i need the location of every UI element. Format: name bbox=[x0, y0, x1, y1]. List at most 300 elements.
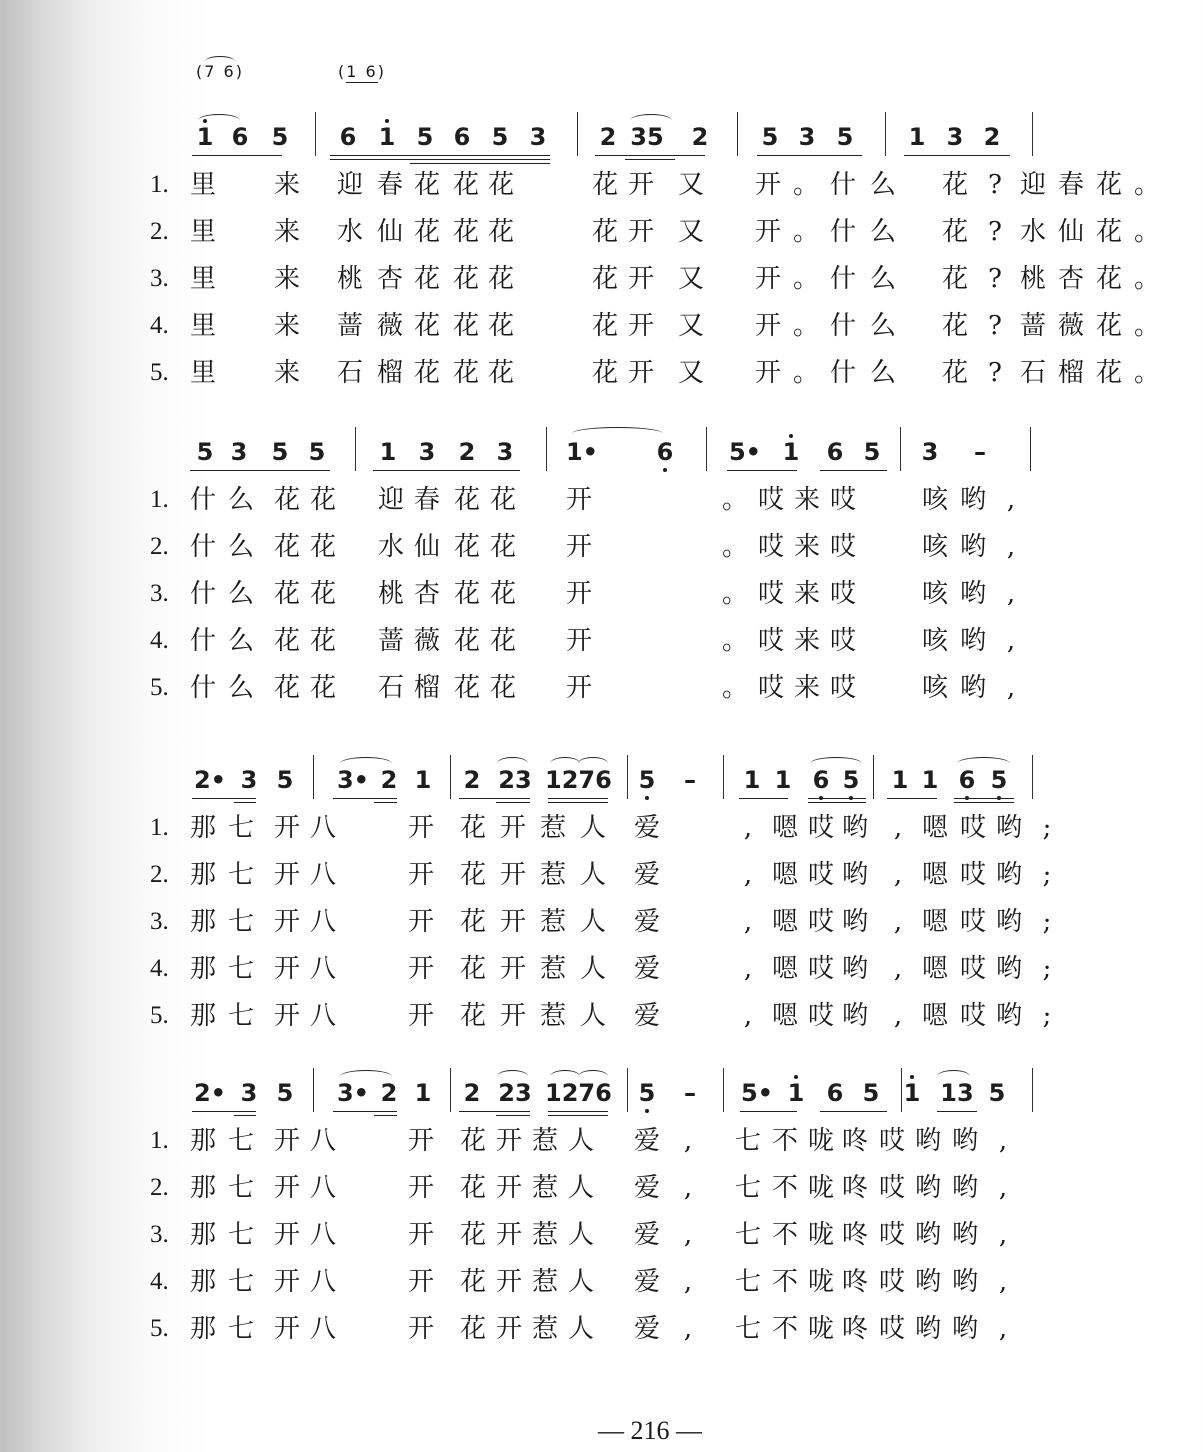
lyric-char: 咙 bbox=[807, 1314, 834, 1344]
note: 5 bbox=[491, 123, 509, 151]
lyric-char: 开 bbox=[495, 1126, 522, 1156]
lyric-char: 水 bbox=[336, 217, 363, 247]
lyric-char: 嗯 bbox=[921, 813, 948, 843]
lyric-char: 哟 bbox=[841, 1001, 868, 1031]
lyric-char: 开 bbox=[499, 813, 526, 843]
verse-number: 5. bbox=[150, 1002, 169, 1029]
lyric-char: 哎 bbox=[829, 485, 856, 515]
lyric-char: 花 bbox=[489, 579, 516, 609]
lyric-char: 哎 bbox=[807, 907, 834, 937]
note: 1 bbox=[908, 123, 926, 151]
lyric-char: 惹 bbox=[531, 1220, 558, 1250]
lyric-char: 什 bbox=[829, 170, 856, 200]
slur bbox=[572, 427, 663, 440]
lyric-char: 七 bbox=[734, 1314, 761, 1344]
lyric-char: , bbox=[1006, 579, 1016, 609]
lyric-line-2-1 bbox=[150, 480, 1070, 520]
lyric-char: 来 bbox=[793, 673, 820, 703]
lyric-char: 那 bbox=[189, 1001, 216, 1031]
lyric-char: , bbox=[998, 1220, 1008, 1250]
lyric-char: 咙 bbox=[807, 1126, 834, 1156]
lyric-char: 哟 bbox=[959, 532, 986, 562]
lyric-char: 哟 bbox=[951, 1126, 978, 1156]
lyric-char: 八 bbox=[309, 1220, 336, 1250]
beam-underline bbox=[739, 798, 788, 799]
lyric-char: 人 bbox=[567, 1126, 594, 1156]
lyric-char: 八 bbox=[309, 907, 336, 937]
note: 1276 bbox=[545, 1079, 612, 1107]
barline bbox=[450, 755, 451, 799]
lyric-char: , bbox=[893, 907, 903, 937]
lyric-char: , bbox=[683, 1220, 693, 1250]
lyric-char: 爱 bbox=[633, 1314, 660, 1344]
lyric-char: 春 bbox=[413, 485, 440, 515]
note: 5 bbox=[416, 123, 434, 151]
barline bbox=[315, 112, 316, 156]
lyric-char: 开 bbox=[495, 1314, 522, 1344]
note: 1 bbox=[372, 122, 402, 152]
lyric-char: 人 bbox=[579, 954, 606, 984]
lyric-char: 七 bbox=[734, 1267, 761, 1297]
lyric-char: 开 bbox=[499, 954, 526, 984]
note: 1• bbox=[565, 438, 599, 466]
note: 1276 bbox=[545, 766, 612, 794]
lyric-char: 哎 bbox=[829, 626, 856, 656]
lyric-char: 花 bbox=[459, 907, 486, 937]
lyric-char: 哎 bbox=[959, 1001, 986, 1031]
verse-number: 5. bbox=[150, 359, 169, 386]
lyric-char: 哎 bbox=[959, 860, 986, 890]
lyric-char: 惹 bbox=[531, 1173, 558, 1203]
lyric-char: , bbox=[1006, 626, 1016, 656]
lyric-char: 咚 bbox=[841, 1314, 868, 1344]
lyric-char: 开 bbox=[407, 1314, 434, 1344]
lyric-char: 哎 bbox=[878, 1314, 905, 1344]
lyric-char: 又 bbox=[677, 217, 704, 247]
lyric-line-1-1 bbox=[150, 165, 1160, 205]
lyric-char: 么 bbox=[869, 311, 896, 341]
lyric-char: 那 bbox=[189, 860, 216, 890]
lyric-char: 来 bbox=[273, 170, 300, 200]
lyric-char: 薇 bbox=[1057, 311, 1084, 341]
lyric-char: 七 bbox=[227, 1126, 254, 1156]
lyric-char: 嗯 bbox=[921, 860, 948, 890]
lyric-line-4-3 bbox=[150, 1215, 1070, 1255]
lyric-line-1-2 bbox=[150, 212, 1160, 252]
lyric-char: 开 bbox=[495, 1220, 522, 1250]
lyric-char: 桃 bbox=[1019, 264, 1046, 294]
lyric-char: , bbox=[998, 1173, 1008, 1203]
lyric-char: 哟 bbox=[841, 860, 868, 890]
lyric-line-3-1 bbox=[150, 808, 1070, 848]
lyric-char: 花 bbox=[941, 264, 968, 294]
lyric-char: 哟 bbox=[959, 485, 986, 515]
lyric-char: 开 bbox=[627, 311, 654, 341]
lyric-char: 哟 bbox=[914, 1173, 941, 1203]
lyric-char: 哟 bbox=[995, 813, 1022, 843]
lyric-char: 惹 bbox=[531, 1126, 558, 1156]
lyric-char: 惹 bbox=[539, 813, 566, 843]
lyric-line-3-2 bbox=[150, 855, 1070, 895]
lyric-char: 桃 bbox=[336, 264, 363, 294]
lyric-char: 咚 bbox=[841, 1126, 868, 1156]
slur bbox=[198, 114, 240, 127]
note: 1 bbox=[897, 1078, 927, 1108]
lyric-char: 爱 bbox=[633, 1126, 660, 1156]
lyric-char: 花 bbox=[309, 485, 336, 515]
lyric-char: 哎 bbox=[829, 579, 856, 609]
lyric-char: 花 bbox=[487, 264, 514, 294]
beam-underline bbox=[410, 163, 550, 164]
lyric-char: 爱 bbox=[633, 1267, 660, 1297]
verse-number: 3. bbox=[150, 908, 169, 935]
lyric-char: 又 bbox=[677, 264, 704, 294]
lyric-char: 花 bbox=[309, 532, 336, 562]
lyric-char: 开 bbox=[754, 217, 781, 247]
lyric-char: 蔷 bbox=[1019, 311, 1046, 341]
lyric-char: 花 bbox=[591, 217, 618, 247]
note: 3• bbox=[336, 1079, 370, 1107]
lyric-char: , bbox=[683, 1314, 693, 1344]
beam-underline bbox=[757, 155, 862, 156]
lyric-char: 里 bbox=[189, 264, 216, 294]
lyric-char: 哟 bbox=[995, 954, 1022, 984]
lyric-char: 哎 bbox=[959, 813, 986, 843]
lyric-char: 花 bbox=[309, 579, 336, 609]
lyric-char: 开 bbox=[407, 860, 434, 890]
lyric-char: 迎 bbox=[377, 485, 404, 515]
lyric-char: 花 bbox=[459, 813, 486, 843]
note: 1 bbox=[891, 766, 909, 794]
lyric-char: ; bbox=[1042, 813, 1052, 843]
barline bbox=[873, 755, 874, 799]
beam-underline bbox=[190, 470, 330, 471]
lyric-char: 花 bbox=[459, 1267, 486, 1297]
lyric-char: 人 bbox=[579, 860, 606, 890]
note: 3 bbox=[230, 438, 248, 466]
lyric-char: 惹 bbox=[539, 954, 566, 984]
lyric-char: 嗯 bbox=[771, 860, 798, 890]
barline bbox=[546, 427, 547, 471]
lyric-char: 开 bbox=[407, 1267, 434, 1297]
lyric-char: 花 bbox=[1095, 170, 1122, 200]
beam-underline bbox=[808, 798, 866, 799]
note: 3 bbox=[418, 438, 436, 466]
verse-number: 1. bbox=[150, 171, 169, 198]
lyric-char: 来 bbox=[273, 311, 300, 341]
beam-underline bbox=[496, 802, 530, 803]
sustain-dash: – bbox=[974, 438, 986, 466]
note: 2 bbox=[458, 438, 476, 466]
lyric-char: 榴 bbox=[413, 673, 440, 703]
lyric-char: 。 bbox=[721, 485, 748, 515]
lyric-char: , bbox=[743, 954, 753, 984]
lyric-char: , bbox=[893, 1001, 903, 1031]
beam-underline bbox=[740, 1111, 797, 1112]
verse-number: 5. bbox=[150, 674, 169, 701]
lyric-char: 不 bbox=[771, 1126, 798, 1156]
lyric-char: 哟 bbox=[841, 907, 868, 937]
lyric-char: 蔷 bbox=[377, 626, 404, 656]
lyric-char: 开 bbox=[407, 1001, 434, 1031]
lyric-char: 开 bbox=[495, 1267, 522, 1297]
lyric-char: 哎 bbox=[878, 1126, 905, 1156]
slur bbox=[578, 1070, 608, 1083]
note: 35 bbox=[630, 123, 664, 151]
lyric-char: 哟 bbox=[951, 1267, 978, 1297]
lyric-char: 哟 bbox=[841, 813, 868, 843]
lyric-char: 哟 bbox=[914, 1126, 941, 1156]
lyric-char: 。 bbox=[1133, 358, 1160, 388]
lyric-char: , bbox=[998, 1314, 1008, 1344]
lyric-char: 。 bbox=[792, 170, 819, 200]
lyric-char: 开 bbox=[273, 1173, 300, 1203]
lyric-char: ; bbox=[1042, 1001, 1052, 1031]
lyric-char: 花 bbox=[489, 485, 516, 515]
lyric-char: 里 bbox=[189, 358, 216, 388]
note: 5• bbox=[740, 1079, 774, 1107]
lyric-char: 七 bbox=[227, 1314, 254, 1344]
lyric-char: 石 bbox=[1019, 358, 1046, 388]
note: 2 bbox=[691, 123, 709, 151]
lyric-char: 八 bbox=[309, 1314, 336, 1344]
lyric-char: 里 bbox=[189, 170, 216, 200]
verse-number: 4. bbox=[150, 1268, 169, 1295]
lyric-char: 七 bbox=[227, 860, 254, 890]
lyric-char: 八 bbox=[309, 1173, 336, 1203]
beam-underline bbox=[727, 470, 797, 471]
lyric-char: 哎 bbox=[757, 485, 784, 515]
lyric-line-2-4 bbox=[150, 621, 1070, 661]
verse-number: 3. bbox=[150, 265, 169, 292]
lyric-char: 。 bbox=[792, 264, 819, 294]
lyric-char: 花 bbox=[453, 579, 480, 609]
note: 6 bbox=[453, 123, 471, 151]
lyric-char: 七 bbox=[734, 1126, 761, 1156]
lyric-char: 花 bbox=[452, 311, 479, 341]
lyric-char: 花 bbox=[459, 1173, 486, 1203]
lyric-char: 哟 bbox=[995, 1001, 1022, 1031]
lyric-char: 么 bbox=[869, 170, 896, 200]
lyric-char: 花 bbox=[413, 170, 440, 200]
note: 2 bbox=[599, 123, 617, 151]
slur bbox=[340, 1070, 392, 1083]
lyric-char: 来 bbox=[273, 264, 300, 294]
lyric-char: 榴 bbox=[376, 358, 403, 388]
lyric-char: 那 bbox=[189, 954, 216, 984]
lyric-char: 开 bbox=[627, 170, 654, 200]
lyric-char: 开 bbox=[273, 1001, 300, 1031]
note: 3 bbox=[921, 438, 939, 466]
lyric-char: 花 bbox=[1095, 217, 1122, 247]
lyric-char: 来 bbox=[793, 579, 820, 609]
lyric-char: 哎 bbox=[878, 1267, 905, 1297]
verse-number: 2. bbox=[150, 218, 169, 245]
lyric-char: 开 bbox=[754, 264, 781, 294]
note: 3 bbox=[496, 438, 514, 466]
lyric-char: ; bbox=[1042, 954, 1052, 984]
barline bbox=[706, 427, 707, 471]
beam-underline bbox=[548, 1111, 608, 1112]
lyric-char: , bbox=[743, 1001, 753, 1031]
lyric-char: 开 bbox=[273, 1126, 300, 1156]
lyric-char: 薇 bbox=[376, 311, 403, 341]
note: 2• bbox=[193, 1079, 227, 1107]
lyric-line-4-4 bbox=[150, 1262, 1070, 1302]
lyric-char: 开 bbox=[407, 907, 434, 937]
grace-slur bbox=[205, 56, 235, 67]
note: 5 bbox=[863, 438, 881, 466]
lyric-line-4-5 bbox=[150, 1309, 1070, 1349]
slur bbox=[630, 114, 672, 127]
lyric-char: 么 bbox=[227, 579, 254, 609]
beam-underline bbox=[333, 798, 397, 799]
lyric-char: 开 bbox=[273, 1220, 300, 1250]
lyric-char: 七 bbox=[227, 813, 254, 843]
lyric-char: 花 bbox=[273, 673, 300, 703]
lyric-char: 水 bbox=[1019, 217, 1046, 247]
lyric-char: , bbox=[683, 1173, 693, 1203]
lyric-char: 哟 bbox=[959, 626, 986, 656]
lyric-char: 哎 bbox=[757, 532, 784, 562]
beam-underline bbox=[548, 802, 608, 803]
note: 5 bbox=[276, 766, 294, 794]
lyric-char: 惹 bbox=[539, 1001, 566, 1031]
lyric-char: 花 bbox=[459, 860, 486, 890]
lyric-char: 开 bbox=[499, 1001, 526, 1031]
lyric-char: 花 bbox=[487, 311, 514, 341]
lyric-char: 开 bbox=[754, 358, 781, 388]
beam-underline bbox=[234, 1115, 256, 1116]
beam-underline bbox=[459, 1111, 530, 1112]
note: 2 bbox=[463, 1079, 481, 1107]
lyric-char: 爱 bbox=[633, 954, 660, 984]
page-number: — 216 — bbox=[598, 1416, 702, 1445]
lyric-char: 么 bbox=[227, 532, 254, 562]
lyric-char: 什 bbox=[829, 217, 856, 247]
note: 6 bbox=[806, 765, 836, 795]
lyric-char: 花 bbox=[273, 579, 300, 609]
sustain-dash: – bbox=[684, 766, 696, 794]
lyric-char: 咙 bbox=[807, 1173, 834, 1203]
lyric-char: ? bbox=[988, 358, 1002, 388]
lyric-char: 哎 bbox=[878, 1220, 905, 1250]
verse-number: 1. bbox=[150, 814, 169, 841]
beam-underline bbox=[192, 155, 282, 156]
lyric-line-4-2 bbox=[150, 1168, 1070, 1208]
lyric-char: 迎 bbox=[1019, 170, 1046, 200]
beam-underline bbox=[625, 159, 675, 160]
lyric-char: 花 bbox=[487, 217, 514, 247]
lyric-char: 咙 bbox=[807, 1220, 834, 1250]
beam-underline bbox=[548, 1115, 608, 1116]
lyric-char: 来 bbox=[273, 358, 300, 388]
beam-underline bbox=[234, 802, 256, 803]
lyric-char: 开 bbox=[754, 170, 781, 200]
lyric-char: 嗯 bbox=[771, 907, 798, 937]
lyric-char: 开 bbox=[565, 673, 592, 703]
lyric-char: 。 bbox=[1133, 264, 1160, 294]
lyric-char: 惹 bbox=[531, 1267, 558, 1297]
lyric-char: 嗯 bbox=[771, 813, 798, 843]
note: 5 bbox=[836, 123, 854, 151]
beam-underline bbox=[374, 802, 397, 803]
lyric-char: 爱 bbox=[633, 1173, 660, 1203]
lyric-char: 那 bbox=[189, 1220, 216, 1250]
note: 3 bbox=[240, 1079, 258, 1107]
lyric-line-4-1 bbox=[150, 1121, 1070, 1161]
lyric-char: 什 bbox=[189, 579, 216, 609]
note: 3 bbox=[240, 766, 258, 794]
lyric-char: 不 bbox=[771, 1173, 798, 1203]
note: 1 bbox=[743, 766, 761, 794]
barline bbox=[1032, 755, 1033, 799]
lyric-char: 。 bbox=[1133, 170, 1160, 200]
note: 5 bbox=[761, 123, 779, 151]
lyric-char: 花 bbox=[459, 1220, 486, 1250]
grace-note-2: (1 6) bbox=[338, 62, 386, 81]
beam-underline bbox=[820, 1111, 887, 1112]
lyric-char: 咚 bbox=[841, 1267, 868, 1297]
note: 2 bbox=[380, 766, 398, 794]
lyric-char: 花 bbox=[941, 170, 968, 200]
beam-underline bbox=[192, 1111, 256, 1112]
lyric-char: 哟 bbox=[959, 673, 986, 703]
verse-number: 2. bbox=[150, 1174, 169, 1201]
note: 5 bbox=[271, 438, 289, 466]
lyric-char: 开 bbox=[627, 264, 654, 294]
barline bbox=[313, 755, 314, 799]
beam-underline bbox=[595, 155, 705, 156]
lyric-char: 开 bbox=[273, 1267, 300, 1297]
lyric-char: 八 bbox=[309, 1126, 336, 1156]
lyric-char: 。 bbox=[721, 673, 748, 703]
lyric-char: 人 bbox=[567, 1173, 594, 1203]
note: 1 bbox=[379, 438, 397, 466]
lyric-char: 花 bbox=[941, 217, 968, 247]
lyric-char: 花 bbox=[941, 311, 968, 341]
lyric-char: 人 bbox=[579, 813, 606, 843]
beam-underline bbox=[330, 155, 550, 156]
beam-underline bbox=[374, 1115, 397, 1116]
verse-number: 3. bbox=[150, 580, 169, 607]
lyric-char: 那 bbox=[189, 813, 216, 843]
lyric-char: 七 bbox=[227, 1220, 254, 1250]
lyric-char: 花 bbox=[459, 1314, 486, 1344]
note: 5 bbox=[632, 765, 662, 795]
lyric-char: 花 bbox=[453, 485, 480, 515]
barline bbox=[901, 1068, 902, 1112]
lyric-char: 开 bbox=[273, 860, 300, 890]
note: 3 bbox=[529, 123, 547, 151]
lyric-char: 哟 bbox=[951, 1220, 978, 1250]
lyric-char: 。 bbox=[721, 532, 748, 562]
lyric-char: 八 bbox=[309, 860, 336, 890]
lyric-line-1-3 bbox=[150, 259, 1160, 299]
slur bbox=[810, 757, 862, 770]
lyric-char: 杏 bbox=[1057, 264, 1084, 294]
lyric-char: 咚 bbox=[841, 1173, 868, 1203]
lyric-char: 人 bbox=[579, 1001, 606, 1031]
lyric-char: 嗯 bbox=[921, 954, 948, 984]
lyric-char: 迎 bbox=[336, 170, 363, 200]
lyric-char: 哟 bbox=[914, 1220, 941, 1250]
barline bbox=[450, 1068, 451, 1112]
lyric-char: 哎 bbox=[829, 673, 856, 703]
verse-number: 4. bbox=[150, 627, 169, 654]
note: 1 bbox=[921, 766, 939, 794]
lyric-char: 来 bbox=[273, 217, 300, 247]
